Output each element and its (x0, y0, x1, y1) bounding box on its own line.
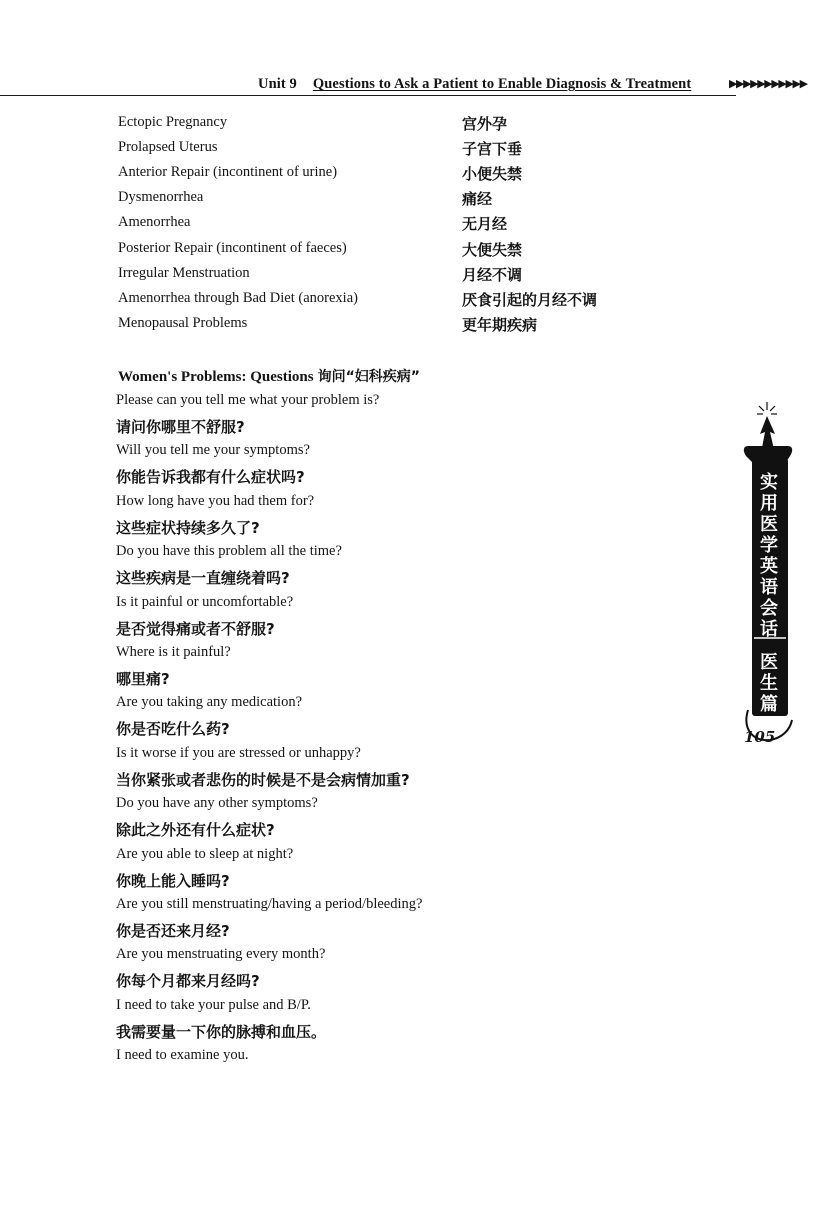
side-tab-title-char: 会 (760, 598, 778, 619)
question-zh: 你晚上能入睡吗? (116, 871, 230, 890)
question-zh: 当你紧张或者悲伤的时候是不是会病情加重? (116, 770, 410, 789)
question-zh: 你是否吃什么药? (116, 720, 230, 739)
vocab-term-en: Posterior Repair (incontinent of faeces) (118, 240, 347, 256)
vocab-row (0, 240, 822, 265)
question-en: I need to take your pulse and B/P. (116, 996, 311, 1013)
question-en: Do you have this problem all the time? (116, 543, 342, 560)
vocab-term-zh: 月经不调 (462, 266, 523, 284)
sparkle-icon (757, 402, 777, 414)
vocab-term-en: Menopausal Problems (118, 315, 248, 331)
header-arrows-icon: ▶▶▶▶▶▶▶▶▶▶▶ (729, 78, 807, 90)
side-tab-title-char: 英 (760, 556, 778, 577)
vocab-row (0, 265, 822, 290)
section-title-en: Women's Problems: Questions (118, 369, 314, 385)
vocab-row (0, 114, 822, 139)
question-zh: 你是否还来月经? (116, 922, 230, 940)
question-en: How long have you had them for? (116, 492, 315, 509)
vocab-term-en: Prolapsed Uterus (118, 139, 218, 155)
vocab-term-zh: 无月经 (462, 215, 508, 233)
vocab-term-zh: 痛经 (462, 190, 493, 208)
question-en: Are you still menstruating/having a period/bleeding? (116, 896, 423, 912)
side-tab-sub-char: 篇 (760, 694, 778, 715)
question-zh: 这些疾病是一直缠绕着吗? (116, 569, 290, 588)
question-en: Please can you tell me what your problem is? (116, 392, 380, 408)
question-zh: 除此之外还有什么症状? (116, 821, 275, 840)
question-en: Is it painful or uncomfortable? (116, 593, 294, 610)
vocab-term-zh: 宫外孕 (462, 115, 508, 133)
side-tab-title-char: 语 (760, 577, 778, 598)
question-en: Are you taking any medication? (116, 694, 303, 711)
question-zh: 哪里痛? (116, 670, 170, 688)
question-en: I need to examine you. (116, 1047, 249, 1064)
side-tab-sub-char: 医 (760, 652, 778, 673)
vocab-term-en: Ectopic Pregnancy (118, 114, 228, 130)
vocab-term-en: Dysmenorrhea (118, 189, 204, 205)
question-zh: 我需要量一下你的脉搏和血压。 (116, 1022, 327, 1041)
vocab-row (0, 315, 822, 340)
header-rule (0, 95, 736, 96)
vocab-row (0, 214, 822, 239)
side-tab-sub-char: 生 (760, 673, 778, 694)
vocab-term-zh: 子宫下垂 (462, 140, 523, 158)
vocab-term-en: Amenorrhea (118, 214, 191, 230)
header-topic: Questions to Ask a Patient to Enable Diagnosis & Treatment (312, 76, 692, 92)
side-tab-title-char: 医 (760, 514, 778, 535)
vocab-row (0, 189, 822, 214)
vocab-term-zh: 更年期疾病 (462, 316, 538, 334)
section-heading (118, 366, 420, 386)
question-en: Where is it painful? (116, 644, 231, 660)
question-en: Do you have any other symptoms? (116, 795, 318, 812)
header-title (258, 76, 691, 93)
section-title-zh: 询问“妇科疾病” (317, 369, 420, 385)
page-number: 105 (744, 728, 776, 746)
vocab-row (0, 290, 822, 315)
vocab-term-zh: 大便失禁 (462, 241, 523, 259)
question-en: Are you able to sleep at night? (116, 845, 294, 862)
vocab-term-en: Irregular Menstruation (118, 265, 250, 281)
side-tab-title-char: 用 (760, 493, 778, 514)
side-tab-title-char: 学 (760, 535, 778, 556)
vocab-row (0, 164, 822, 189)
header-unit: Unit 9 (258, 76, 297, 92)
vocab-term-en: Amenorrhea through Bad Diet (anorexia) (118, 290, 358, 306)
question-zh: 你每个月都来月经吗? (116, 972, 260, 991)
question-zh: 这些症状持续多久了? (116, 518, 260, 537)
question-en: Will you tell me your symptoms? (116, 442, 310, 459)
question-zh: 你能告诉我都有什么症状吗? (116, 468, 305, 487)
question-zh: 是否觉得痛或者不舒服? (116, 619, 275, 638)
side-tab-title-char: 实 (760, 472, 778, 493)
question-zh: 请问你哪里不舒服? (116, 418, 245, 436)
side-tab (740, 398, 800, 768)
vocab-term-zh: 小便失禁 (462, 165, 523, 183)
question-en: Are you menstruating every month? (116, 946, 326, 963)
question-en: Is it worse if you are stressed or unhappy? (116, 744, 361, 761)
vocab-term-en: Anterior Repair (incontinent of urine) (118, 164, 338, 180)
vocab-row (0, 139, 822, 164)
side-tab-title-char: 话 (760, 619, 778, 640)
vocab-term-zh: 厌食引起的月经不调 (462, 291, 598, 309)
running-header (0, 74, 822, 96)
